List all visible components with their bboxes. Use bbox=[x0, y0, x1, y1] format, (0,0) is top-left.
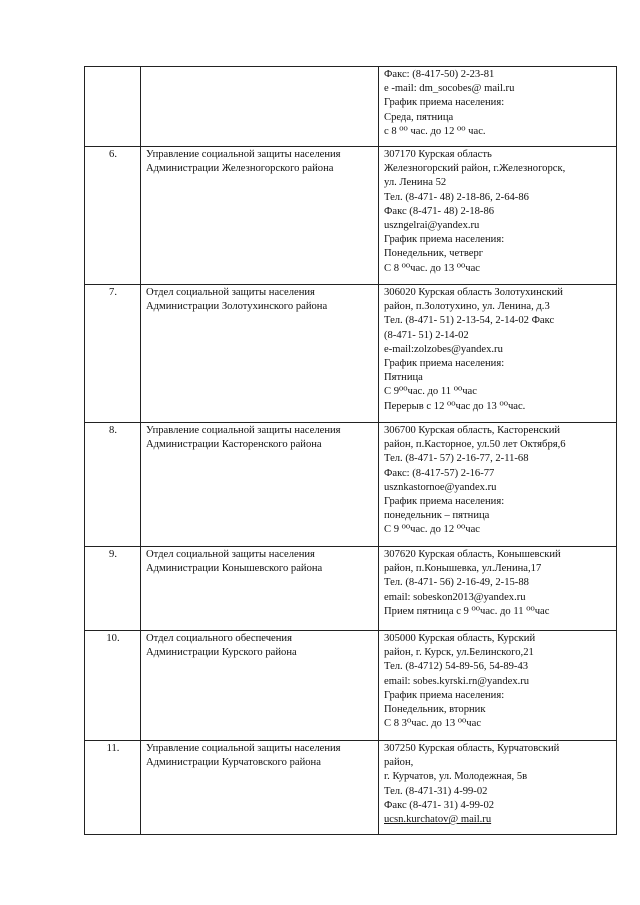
organization-line: Отдел социальной защиты населения bbox=[146, 287, 315, 298]
contact-line: uszngelrai@yandex.ru bbox=[384, 220, 480, 232]
contact-line: Факс: (8-417-57) 2-16-77 bbox=[384, 467, 495, 479]
contact-line: Факс (8-471- 31) 4-99-02 bbox=[384, 799, 495, 811]
contact-line: e-mail:zolzobes@yandex.ru bbox=[384, 343, 503, 355]
contact-details-cell bbox=[379, 67, 617, 147]
organization-line: Администрации Курчатовского района bbox=[146, 757, 321, 769]
organization-cell bbox=[141, 631, 379, 741]
contact-line: 307250 Курская область, Курчатовский bbox=[384, 743, 560, 754]
contact-details-cell bbox=[379, 631, 617, 741]
contact-line: e -mail: dm_socobes@ mail.ru bbox=[384, 83, 515, 95]
contact-line: Тел. (8-471- 57) 2-16-77, 2-11-68 bbox=[384, 453, 529, 465]
contact-line: ucsn.kurchatov@ mail.ru bbox=[384, 814, 492, 826]
contact-line: email: sobes.kyrski.rn@yandex.ru bbox=[384, 675, 530, 687]
contact-line: Тел. (8-4712) 54-89-56, 54-89-43 bbox=[384, 661, 529, 673]
row-number: 8. bbox=[109, 425, 117, 436]
contact-line: email: sobeskon2013@yandex.ru bbox=[384, 591, 526, 603]
organization-line: Отдел социального обеспечения bbox=[146, 633, 292, 644]
organization-cell bbox=[141, 423, 379, 547]
contact-line: usznkastornoe@yandex.ru bbox=[384, 481, 497, 493]
row-number: 7. bbox=[109, 287, 117, 298]
contact-details-cell bbox=[379, 147, 617, 285]
contact-line: 306020 Курская область Золотухинский bbox=[384, 287, 563, 298]
row-number-cell bbox=[85, 423, 141, 547]
row-number-cell bbox=[85, 285, 141, 423]
organization-cell bbox=[141, 285, 379, 423]
contact-line: 307170 Курская область bbox=[384, 149, 492, 160]
contact-line: Пятница bbox=[384, 372, 423, 384]
table-body bbox=[85, 67, 617, 835]
social-protection-table bbox=[84, 66, 617, 835]
contact-line: С 9 ⁰⁰час. до 12 ⁰⁰час bbox=[384, 524, 480, 536]
contact-line: г. Курчатов, ул. Молодежная, 5в bbox=[384, 771, 528, 783]
organization-line: Управление социальной защиты населения bbox=[146, 425, 341, 436]
table-row bbox=[85, 423, 617, 547]
row-number: 10. bbox=[106, 633, 120, 644]
contact-line: Прием пятница с 9 ⁰⁰час. до 11 ⁰⁰час bbox=[384, 605, 550, 617]
contact-line: График приема населения: bbox=[384, 97, 505, 109]
contact-line: Факс (8-471- 48) 2-18-86 bbox=[384, 205, 495, 217]
organization-line: Администрации Золотухинского района bbox=[146, 301, 328, 313]
contact-line: Тел. (8-471-31) 4-99-02 bbox=[384, 785, 488, 797]
organization-line: Администрации Касторенского района bbox=[146, 439, 322, 451]
organization-cell bbox=[141, 547, 379, 631]
table-row bbox=[85, 147, 617, 285]
contact-line: с 8 ⁰⁰ час. до 12 ⁰⁰ час. bbox=[384, 125, 486, 137]
contact-line: Среда, пятница bbox=[384, 111, 454, 123]
contact-line: С 8 3⁰час. до 13 ⁰⁰час bbox=[384, 718, 482, 730]
contact-line: Тел. (8-471- 51) 2-13-54, 2-14-02 Факс bbox=[384, 315, 555, 327]
organization-cell bbox=[141, 741, 379, 835]
contact-line: Тел. (8-471- 56) 2-16-49, 2-15-88 bbox=[384, 577, 529, 589]
contact-line: район, п.Касторное, ул.50 лет Октября,6 bbox=[384, 439, 566, 451]
contact-line: График приема населения: bbox=[384, 689, 505, 701]
contact-line: Понедельник, вторник bbox=[384, 704, 486, 716]
contact-details-cell bbox=[379, 741, 617, 835]
organization-cell bbox=[141, 67, 379, 147]
organization-line: Управление социальной защиты населения bbox=[146, 149, 341, 160]
table-row bbox=[85, 547, 617, 631]
contact-line: Факс: (8-417-50) 2-23-81 bbox=[384, 69, 495, 80]
contact-line: График приема населения: bbox=[384, 358, 505, 370]
table-row bbox=[85, 67, 617, 147]
contact-line: 305000 Курская область, Курский bbox=[384, 633, 536, 644]
contact-details-cell bbox=[379, 423, 617, 547]
contact-line: (8-471- 51) 2-14-02 bbox=[384, 329, 469, 341]
contact-line: Железногорский район, г.Железногорск, bbox=[384, 163, 566, 175]
contact-line: район, п.Конышевка, ул.Ленина,17 bbox=[384, 563, 542, 575]
contact-line: район, п.Золотухино, ул. Ленина, д.3 bbox=[384, 301, 550, 313]
contact-line: С 8 ⁰⁰час. до 13 ⁰⁰час bbox=[384, 262, 480, 274]
row-number-cell bbox=[85, 741, 141, 835]
contact-line: Тел. (8-471- 48) 2-18-86, 2-64-86 bbox=[384, 191, 529, 203]
organization-line: Администрации Конышевского района bbox=[146, 563, 323, 575]
organization-cell bbox=[141, 147, 379, 285]
contact-line: район, г. Курск, ул.Белинского,21 bbox=[384, 647, 534, 659]
contact-line: 306700 Курская область, Касторенский bbox=[384, 425, 561, 436]
contact-line: понедельник – пятница bbox=[384, 510, 490, 522]
contact-details-cell bbox=[379, 285, 617, 423]
organization-line: Администрации Железногорского района bbox=[146, 163, 334, 175]
contact-line: График приема населения: bbox=[384, 496, 505, 508]
row-number-cell bbox=[85, 631, 141, 741]
contact-line: 307620 Курская область, Конышевский bbox=[384, 549, 561, 560]
table-row bbox=[85, 285, 617, 423]
contact-details-cell bbox=[379, 547, 617, 631]
row-number: 6. bbox=[109, 149, 117, 160]
organization-line: Управление социальной защиты населения bbox=[146, 743, 341, 754]
contact-line: ул. Ленина 52 bbox=[384, 177, 447, 189]
row-number-cell bbox=[85, 67, 141, 147]
contact-line: График приема населения: bbox=[384, 234, 505, 246]
contact-line: Перерыв с 12 ⁰⁰час до 13 ⁰⁰час. bbox=[384, 400, 526, 412]
contact-line: Понедельник, четверг bbox=[384, 248, 484, 260]
row-number: 11. bbox=[106, 743, 120, 754]
table-row bbox=[85, 631, 617, 741]
row-number-cell bbox=[85, 147, 141, 285]
organization-line: Администрации Курского района bbox=[146, 647, 297, 659]
organization-line: Отдел социальной защиты населения bbox=[146, 549, 315, 560]
contact-line: район, bbox=[384, 757, 414, 769]
table-row bbox=[85, 741, 617, 835]
row-number-cell bbox=[85, 547, 141, 631]
row-number: 9. bbox=[109, 549, 117, 560]
contact-line: С 9⁰⁰час. до 11 ⁰⁰час bbox=[384, 386, 477, 398]
